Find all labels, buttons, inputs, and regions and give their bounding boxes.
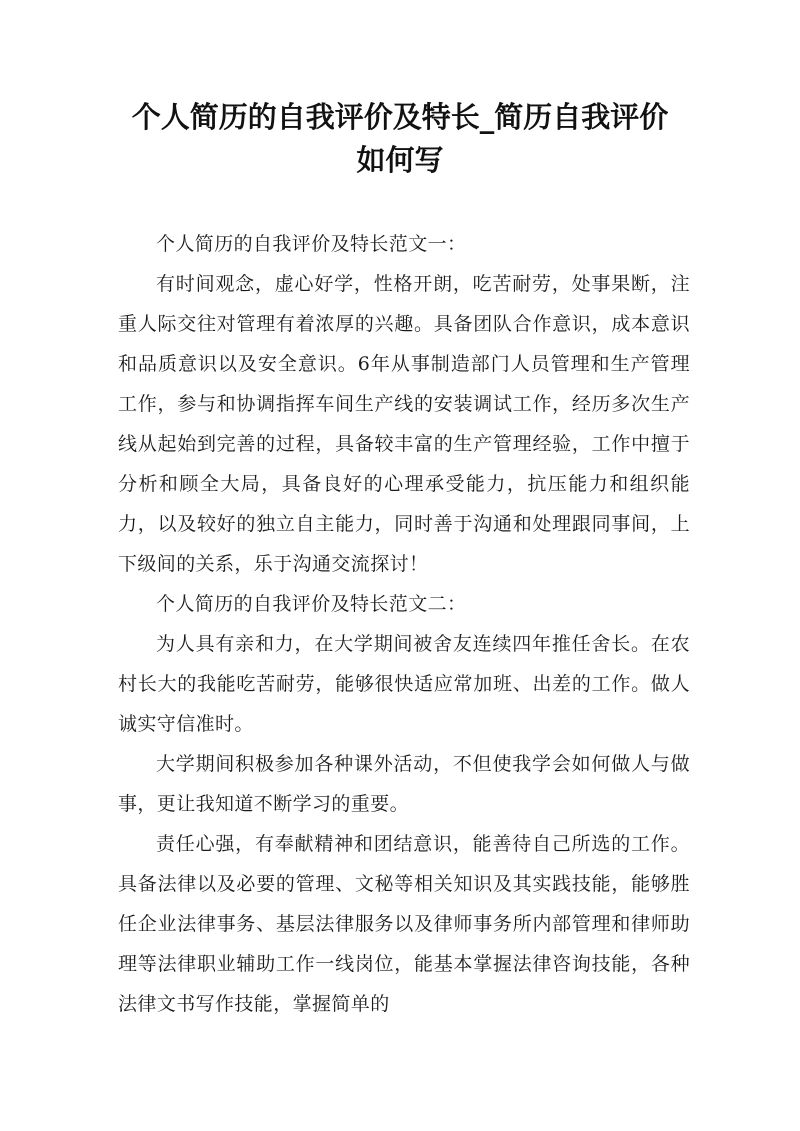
document-body xyxy=(118,224,690,1024)
paragraph-university: 大学期间积极参加各种课外活动，不但使我学会如何做人与做事，更让我知道不断学习的重要。 xyxy=(118,753,690,815)
title-line-2: 如何写 xyxy=(356,143,444,177)
title-line-1: 个人简历的自我评价及特长_简历自我评价 xyxy=(131,100,669,134)
document-title xyxy=(110,96,690,182)
paragraph-sample-1: 有时间观念，虚心好学，性格开朗，吃苦耐劳，处事果断，注重人际交往对管理有着浓厚的兴趣。具备团队合作意识，成本意识和品质意识以及安全意识。6年从事制造部门人员管理和生产管理工作，参与和协调指挥车间生产线的安装调试工作，经历多次生产线从起始到完善的过程，具备较丰富的生产管理经验，工作中擅于分析和顾全大局，具备良好的心理承受能力，抗压能力和组织能力，以及较好的独立自主能力，同时善于沟通和处理跟同事间，上下级间的关系，乐于沟通交流探讨！ xyxy=(118,273,690,575)
paragraph-personality: 为人具有亲和力，在大学期间被舍友连续四年推任舍长。在农村长大的我能吃苦耐劳，能够很快适应常加班、出差的工作。做人诚实守信准时。 xyxy=(118,633,690,735)
section-heading-1: 个人简历的自我评价及特长范文一： xyxy=(156,233,467,255)
paragraph-responsibility: 责任心强，有奉献精神和团结意识，能善待自己所选的工作。具备法律以及必要的管理、文秘等相关知识及其实践技能，能够胜任企业法律事务、基层法律服务以及律师事务所内部管理和律师助理等法律职业辅助工作一线岗位，能基本掌握法律咨询技能，各种法律文书写作技能，掌握简单的 xyxy=(118,833,690,1015)
section-heading-2: 个人简历的自我评价及特长范文二： xyxy=(156,593,467,615)
